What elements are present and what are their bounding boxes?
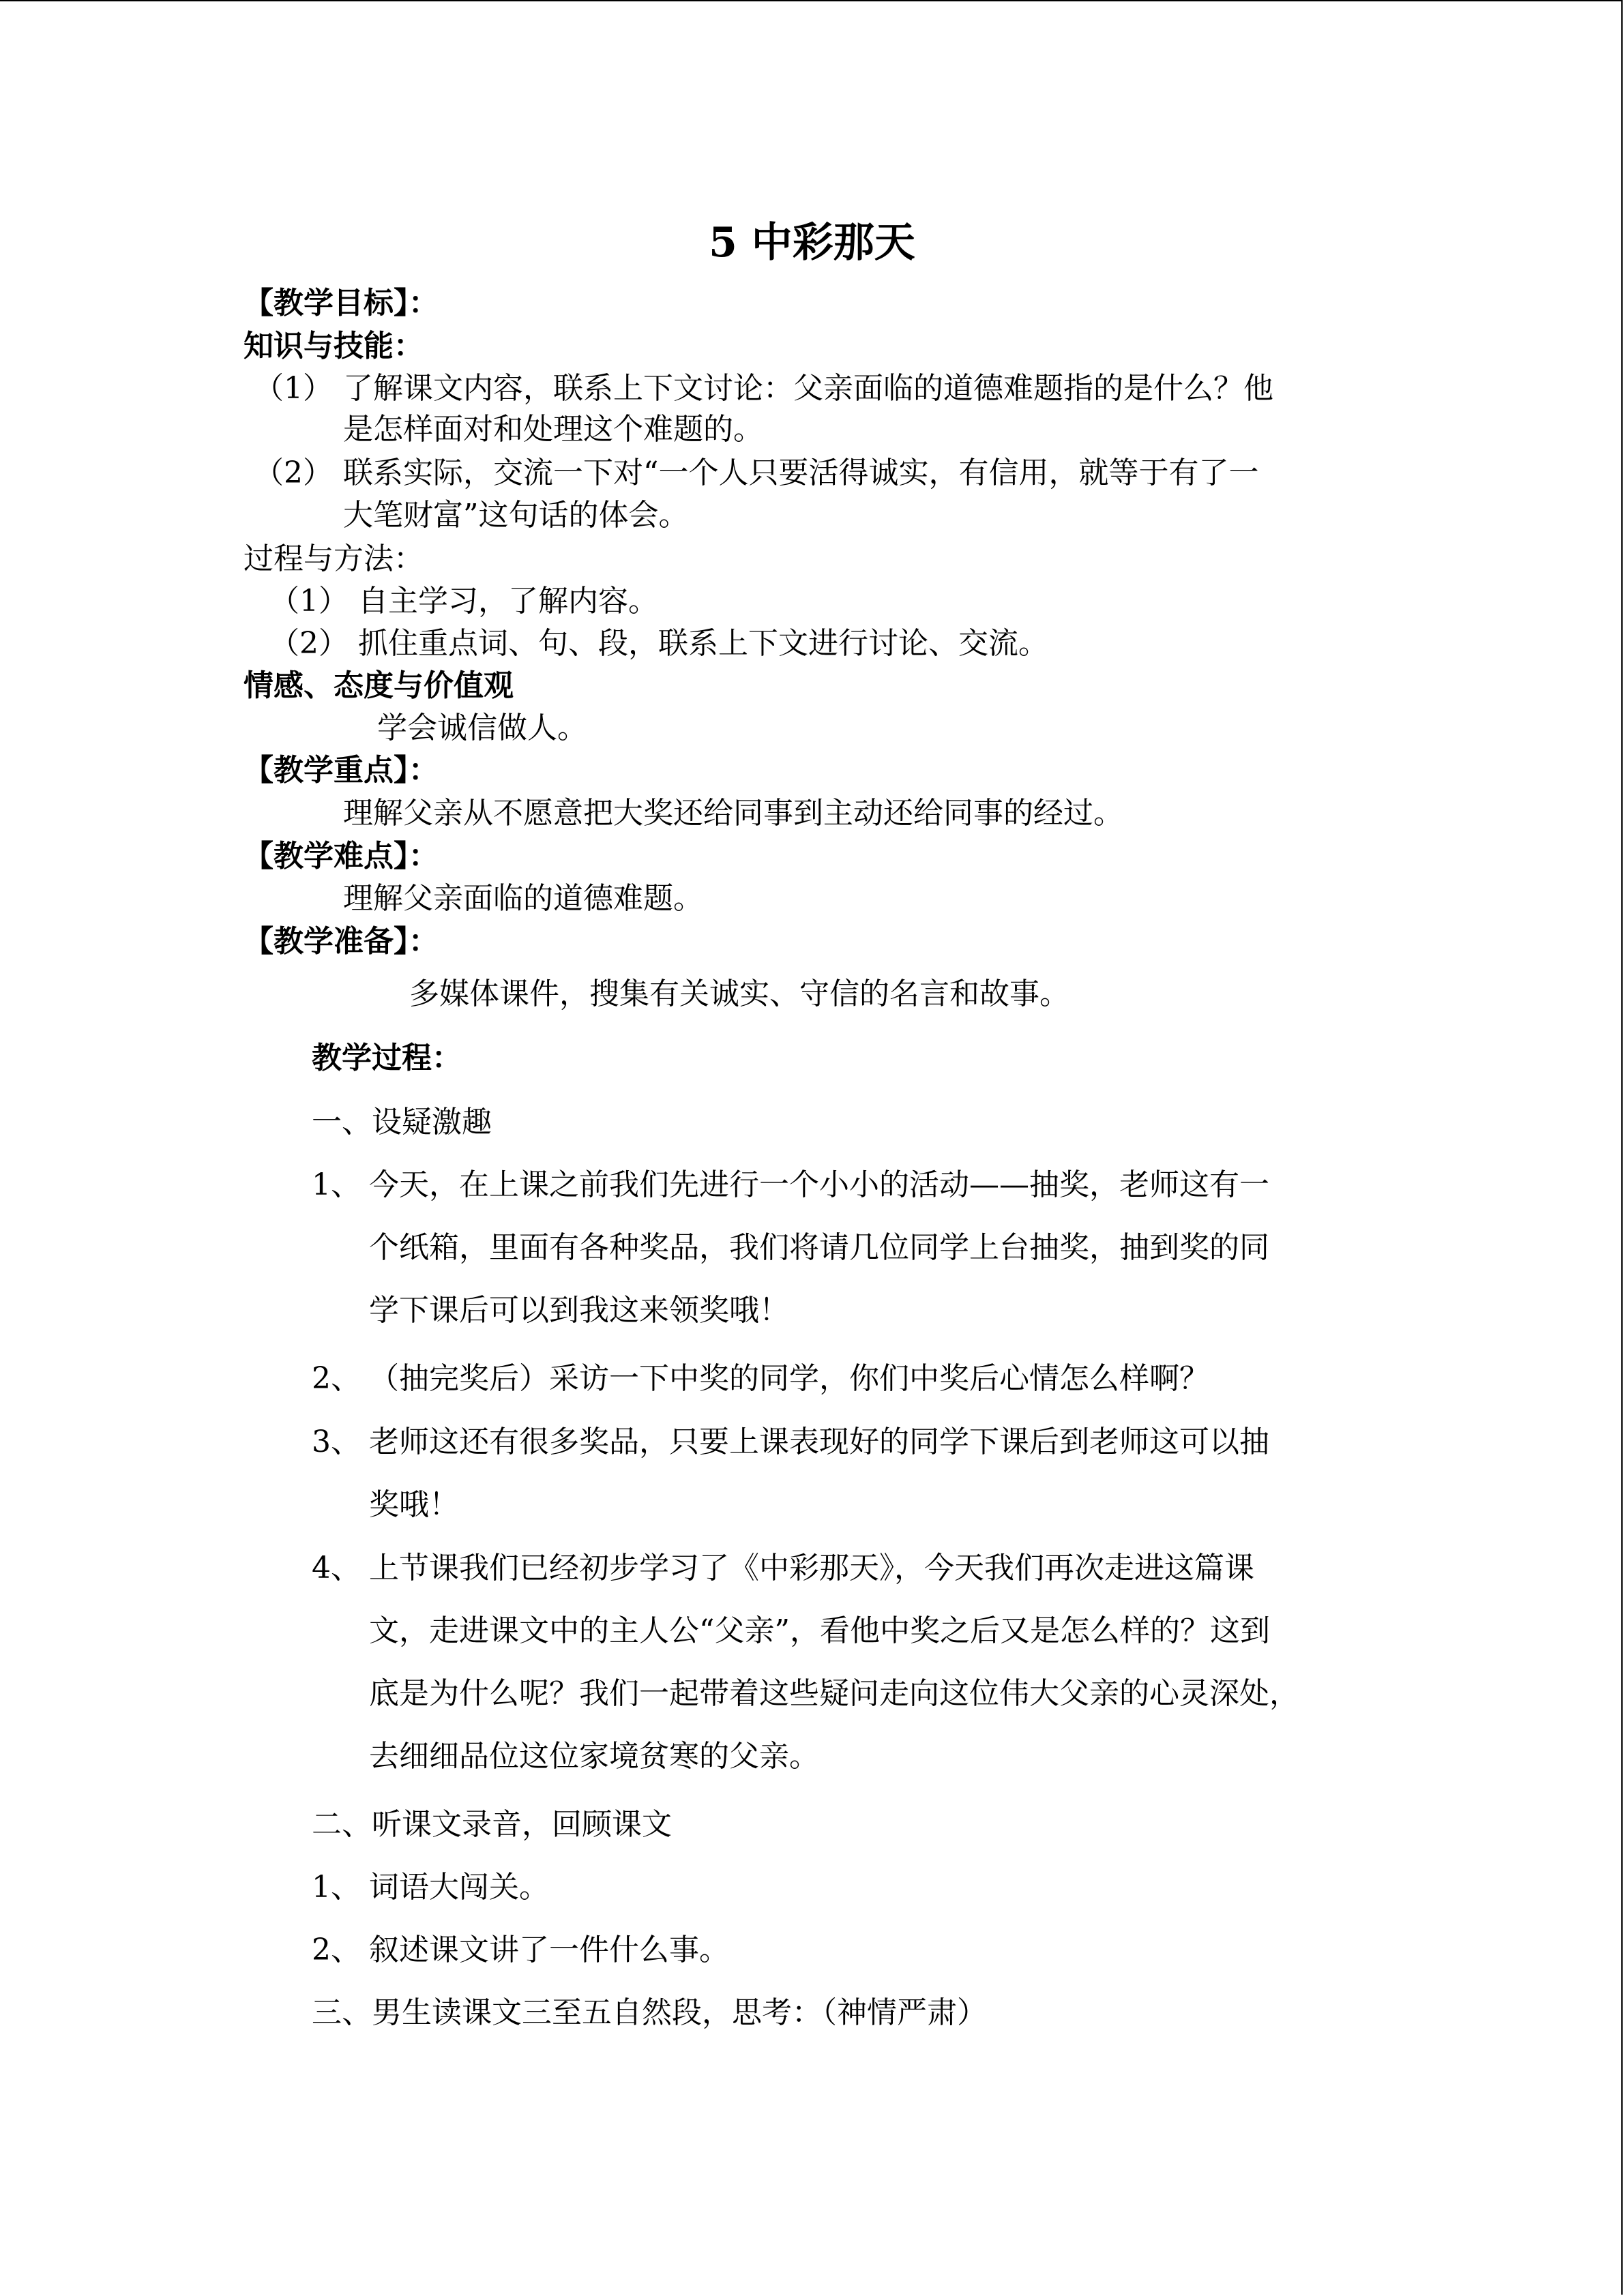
part3-heading: 三、男生读课文三至五自然段，思考：（神情严肃）	[312, 1995, 987, 2030]
part2-item-1-num: 1、	[312, 1870, 361, 1905]
key-point-text: 理解父亲从不愿意把大奖还给同事到主动还给同事的经过。	[343, 796, 1123, 831]
emotion-text: 学会诚信做人。	[377, 711, 587, 745]
part1-item-1-line2: 个纸箱，里面有各种奖品，我们将请几位同学上台抽奖，抽到奖的同	[369, 1230, 1269, 1265]
knowledge-heading: 知识与技能：	[243, 329, 424, 363]
process-method-item-2-text: 抓住重点词、句、段，联系上下文进行讨论、交流。	[358, 626, 1048, 661]
part1-item-1-num: 1、	[312, 1167, 361, 1202]
document-title: 5 中彩那天	[709, 219, 915, 267]
difficulty-heading: 【教学难点】：	[243, 839, 439, 874]
objectives-heading: 【教学目标】：	[243, 286, 439, 320]
part2-heading: 二、听课文录音，回顾课文	[312, 1807, 672, 1842]
key-point-heading: 【教学重点】：	[243, 753, 439, 788]
part1-item-3-line1: 老师这还有很多奖品，只要上课表现好的同学下课后到老师这可以抽	[369, 1425, 1269, 1459]
knowledge-item-2-num: （2）	[254, 456, 333, 490]
knowledge-item-1-num: （1）	[254, 371, 333, 406]
part1-item-2-line1: （抽完奖后）采访一下中奖的同学，你们中奖后心情怎么样啊？	[369, 1361, 1209, 1396]
process-method-item-1-num: （1）	[269, 584, 349, 618]
part1-item-2-num: 2、	[312, 1361, 361, 1396]
emotion-heading: 情感、态度与价值观	[243, 668, 514, 703]
preparation-heading: 【教学准备】：	[243, 924, 439, 959]
part2-item-2-num: 2、	[312, 1933, 361, 1967]
part1-item-1-line1: 今天，在上课之前我们先进行一个小小的活动——抽奖，老师这有一	[369, 1167, 1269, 1202]
part2-item-2-text: 叙述课文讲了一件什么事。	[369, 1933, 729, 1967]
part1-item-3-line2: 奖哦！	[369, 1487, 459, 1522]
process-method-item-2-num: （2）	[269, 626, 349, 661]
process-method-heading: 过程与方法：	[243, 541, 424, 576]
part1-item-4-line2: 文，走进课文中的主人公“父亲”，看他中奖之后又是怎么样的？这到	[369, 1613, 1270, 1648]
knowledge-item-1-line1: 了解课文内容，联系上下文讨论：父亲面临的道德难题指的是什么？他	[343, 371, 1273, 406]
part1-item-4-line3: 底是为什么呢？我们一起带着这些疑问走向这位伟大父亲的心灵深处，	[369, 1676, 1299, 1711]
knowledge-item-1-line2: 是怎样面对和处理这个难题的。	[343, 412, 763, 447]
difficulty-text: 理解父亲面临的道德难题。	[343, 881, 703, 916]
knowledge-item-2-line1: 联系实际，交流一下对“一个人只要活得诚实，有信用，就等于有了一	[343, 456, 1259, 490]
preparation-text: 多媒体课件，搜集有关诚实、守信的名言和故事。	[409, 976, 1069, 1011]
part1-item-3-num: 3、	[312, 1425, 361, 1459]
knowledge-item-2-line2: 大笔财富”这句话的体会。	[343, 498, 689, 533]
part1-heading: 一、设疑激趣	[312, 1105, 492, 1139]
part1-item-4-line4: 去细细品位这位家境贫寒的父亲。	[369, 1739, 819, 1774]
part1-item-4-num: 4、	[312, 1551, 361, 1585]
part1-item-4-line1: 上节课我们已经初步学习了《中彩那天》，今天我们再次走进这篇课	[369, 1551, 1254, 1585]
part2-item-1-text: 词语大闯关。	[369, 1870, 549, 1905]
part1-item-1-line3: 学下课后可以到我这来领奖哦！	[369, 1293, 789, 1328]
process-heading: 教学过程：	[312, 1041, 462, 1075]
process-method-item-1-text: 自主学习，了解内容。	[358, 584, 658, 618]
